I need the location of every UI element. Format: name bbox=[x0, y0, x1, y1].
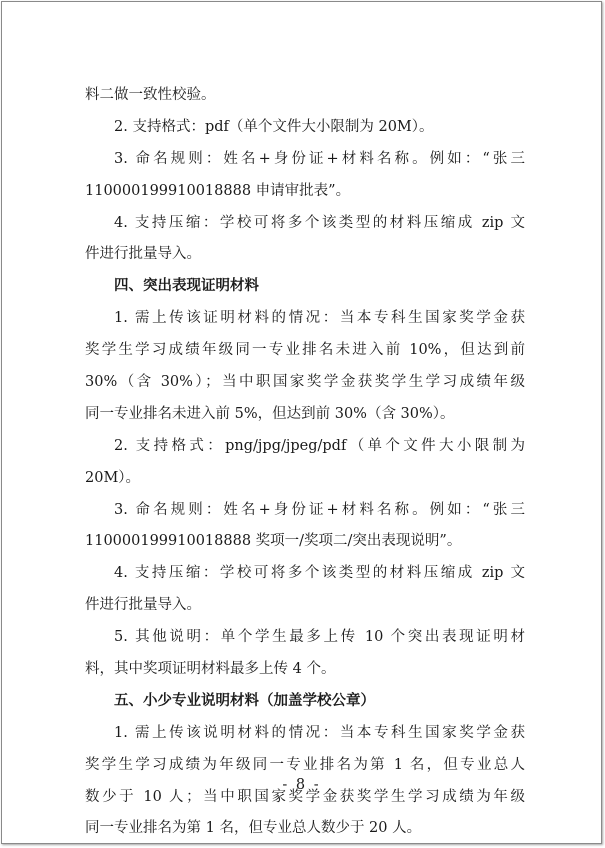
text-line: 奖学生学习成绩年级同一专业排名未进入前 10%，但达到前 bbox=[85, 342, 525, 359]
text-line: 110000199910018888 申请审批表”。 bbox=[85, 182, 351, 199]
text-line: 110000199910018888 奖项一/奖项二/突出表现说明”。 bbox=[85, 533, 462, 550]
text-line: 奖学生学习成绩为年级同一专业排名为第 1 名，但专业总人 bbox=[85, 756, 525, 773]
text-line: 数少于 10 人；当中职国家奖学金获奖学生学习成绩为年级 bbox=[85, 788, 525, 805]
section-heading-4: 四、突出表现证明材料 bbox=[114, 278, 259, 295]
text-line: 同一专业排名为第 1 名，但专业总人数少于 20 人。 bbox=[85, 820, 422, 837]
document-page bbox=[1, 1, 602, 844]
text-line: 3. 命名规则：姓名+身份证+材料名称。例如：“张三 bbox=[114, 150, 525, 167]
text-line: 2. 支持格式：pdf（单个文件大小限制为 20M）。 bbox=[114, 118, 434, 135]
text-line: 5. 其他说明：单个学生最多上传 10 个突出表现证明材 bbox=[114, 629, 525, 646]
text-line: 同一专业排名未进入前 5%，但达到前 30%（含 30%）。 bbox=[85, 405, 455, 422]
section-heading-5: 五、小少专业说明材料（加盖学校公章） bbox=[114, 692, 375, 709]
text-line: 件进行批量导入。 bbox=[85, 246, 201, 263]
text-line: 件进行批量导入。 bbox=[85, 597, 201, 614]
text-line: 20M）。 bbox=[85, 469, 141, 486]
text-line: 料二做一致性校验。 bbox=[85, 87, 216, 103]
text-line: 2. 支持格式：png/jpg/jpeg/pdf（单个文件大小限制为 bbox=[114, 437, 525, 454]
text-line: 1. 需上传该说明材料的情况：当本专科生国家奖学金获 bbox=[114, 724, 525, 741]
text-line: 4. 支持压缩：学校可将多个该类型的材料压缩成 zip 文 bbox=[114, 565, 525, 582]
text-line: 4. 支持压缩：学校可将多个该类型的材料压缩成 zip 文 bbox=[114, 214, 525, 231]
text-line: 1. 需上传该证明材料的情况：当本专科生国家奖学金获 bbox=[114, 310, 525, 327]
page-number: - 8 - bbox=[282, 777, 321, 793]
document-body bbox=[85, 80, 525, 845]
text-line: 3. 命名规则：姓名+身份证+材料名称。例如：“张三 bbox=[114, 501, 525, 518]
text-line: 料，其中奖项证明材料最多上传 4 个。 bbox=[85, 661, 336, 678]
text-line: 30%（含 30%）；当中职国家奖学金获奖学生学习成绩年级 bbox=[85, 374, 525, 391]
